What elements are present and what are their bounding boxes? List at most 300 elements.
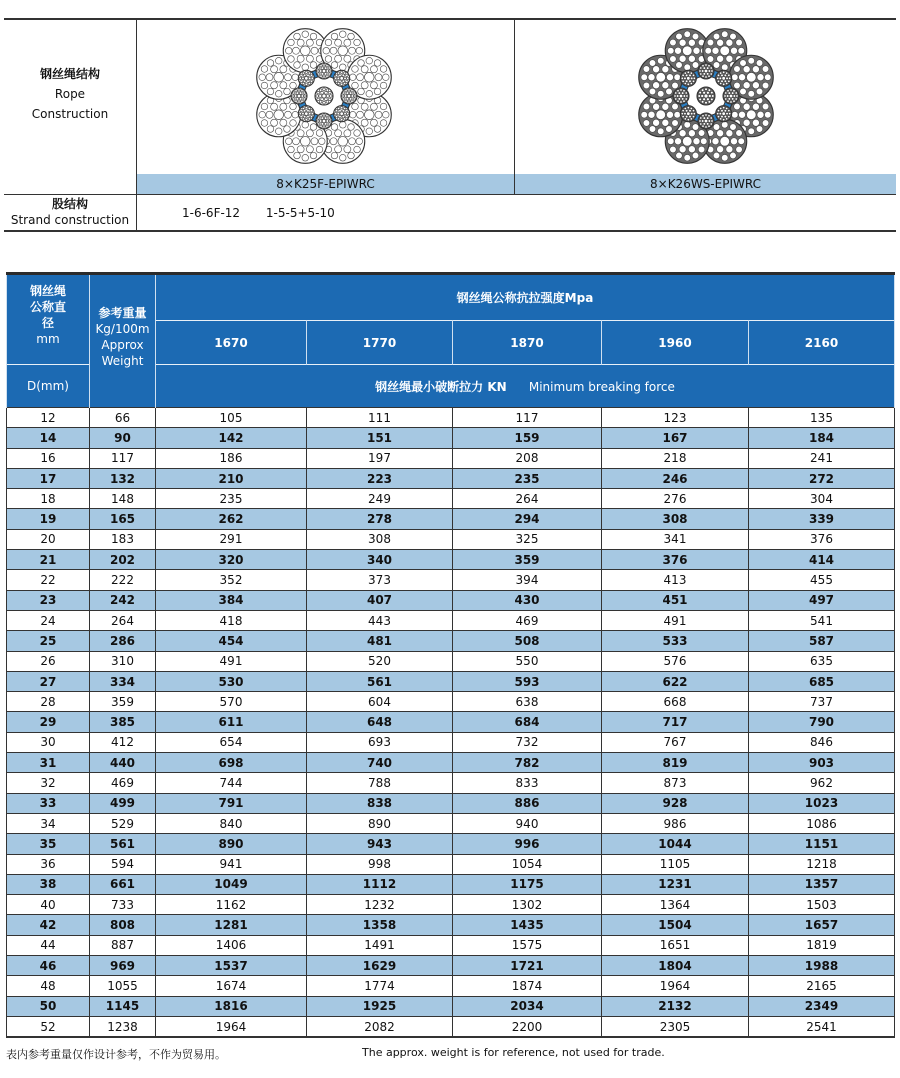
wire bbox=[736, 146, 743, 153]
wire bbox=[349, 111, 356, 118]
wire bbox=[302, 118, 304, 120]
table-row bbox=[7, 529, 895, 549]
wire bbox=[319, 95, 322, 98]
wire bbox=[259, 74, 266, 81]
wire bbox=[335, 146, 342, 153]
wire bbox=[308, 118, 310, 120]
wire bbox=[730, 47, 737, 54]
table-row bbox=[7, 448, 895, 468]
wire bbox=[687, 83, 689, 85]
wire bbox=[348, 152, 355, 159]
wire bbox=[275, 128, 282, 135]
wire bbox=[304, 95, 306, 97]
wire bbox=[288, 39, 295, 46]
wire bbox=[743, 66, 750, 73]
wire bbox=[687, 112, 691, 116]
wire bbox=[294, 95, 297, 98]
cell-breaking-force: 262 bbox=[156, 509, 307, 529]
wire bbox=[339, 154, 346, 161]
cell-breaking-force: 491 bbox=[602, 610, 749, 630]
wire bbox=[683, 100, 685, 102]
cell-diameter: 35 bbox=[7, 834, 90, 854]
table-row bbox=[7, 590, 895, 610]
wire bbox=[326, 65, 328, 67]
wire bbox=[303, 98, 305, 100]
wire bbox=[284, 126, 291, 133]
wire bbox=[328, 117, 330, 119]
wire bbox=[693, 77, 695, 79]
cell-breaking-force: 1162 bbox=[156, 895, 307, 915]
wire bbox=[294, 33, 301, 40]
wire bbox=[302, 82, 304, 84]
cell-breaking-force: 587 bbox=[749, 631, 895, 651]
wire bbox=[727, 100, 729, 102]
wire bbox=[643, 103, 650, 110]
cell-breaking-force: 1819 bbox=[749, 935, 895, 955]
header-d-mm: D(mm) bbox=[7, 365, 90, 408]
cell-breaking-force: 1105 bbox=[602, 854, 749, 874]
wire bbox=[351, 95, 354, 98]
cell-breaking-force: 325 bbox=[453, 529, 602, 549]
wire bbox=[366, 128, 373, 135]
wire bbox=[707, 39, 714, 46]
cell-breaking-force: 903 bbox=[749, 753, 895, 773]
wire bbox=[674, 111, 681, 118]
wire bbox=[320, 125, 322, 127]
wire bbox=[261, 82, 268, 89]
wire bbox=[345, 90, 347, 92]
wire bbox=[692, 74, 694, 76]
wire bbox=[719, 72, 721, 74]
wire bbox=[641, 111, 648, 118]
wire bbox=[361, 66, 368, 73]
wire bbox=[271, 66, 278, 73]
wire bbox=[310, 109, 312, 111]
cell-diameter: 30 bbox=[7, 732, 90, 752]
wire bbox=[708, 75, 710, 77]
wire bbox=[713, 124, 720, 131]
cell-breaking-force: 873 bbox=[602, 773, 749, 793]
wire bbox=[344, 39, 351, 46]
wire bbox=[724, 95, 726, 97]
wire bbox=[700, 138, 707, 145]
wire bbox=[317, 120, 319, 122]
wire bbox=[322, 94, 326, 98]
wire bbox=[317, 70, 319, 72]
wire bbox=[308, 112, 311, 115]
cell-breaking-force: 698 bbox=[156, 753, 307, 773]
table-row bbox=[7, 712, 895, 732]
wire bbox=[370, 82, 377, 89]
wire bbox=[330, 47, 337, 54]
wire bbox=[316, 130, 323, 137]
wire bbox=[682, 46, 692, 56]
wire bbox=[717, 115, 719, 117]
wire bbox=[326, 89, 329, 92]
cell-breaking-force: 497 bbox=[749, 590, 895, 610]
header-weight-zh: 参考重量 bbox=[98, 306, 147, 320]
table-row bbox=[7, 874, 895, 894]
wire bbox=[297, 55, 304, 62]
wire bbox=[329, 120, 331, 122]
wire bbox=[712, 138, 719, 145]
wire bbox=[280, 119, 287, 126]
wire bbox=[730, 89, 732, 91]
wire bbox=[653, 82, 660, 89]
rope-construction-label bbox=[4, 64, 136, 124]
wire bbox=[348, 138, 355, 145]
wire bbox=[677, 100, 679, 102]
wire bbox=[380, 66, 387, 73]
table-row bbox=[7, 956, 895, 976]
header-mbf-zh: 钢丝绳最小破断拉力 KN bbox=[375, 379, 507, 394]
table-row bbox=[7, 1016, 895, 1037]
cell-weight: 334 bbox=[90, 671, 156, 691]
table-row bbox=[7, 671, 895, 691]
wire bbox=[743, 119, 750, 126]
cell-breaking-force: 218 bbox=[602, 448, 749, 468]
wire bbox=[711, 70, 713, 72]
wire bbox=[674, 74, 681, 81]
wire bbox=[352, 66, 359, 73]
cell-breaking-force: 186 bbox=[156, 448, 307, 468]
cell-breaking-force: 394 bbox=[453, 570, 602, 590]
wire bbox=[302, 112, 305, 115]
wire bbox=[679, 146, 686, 153]
cell-breaking-force: 1504 bbox=[602, 915, 749, 935]
cell-diameter: 18 bbox=[7, 489, 90, 509]
wire bbox=[318, 123, 320, 125]
wire bbox=[752, 119, 759, 126]
cell-diameter: 19 bbox=[7, 509, 90, 529]
wire bbox=[353, 92, 355, 94]
cell-weight: 310 bbox=[90, 651, 156, 671]
wire bbox=[310, 80, 312, 82]
wire bbox=[666, 74, 673, 81]
cell-breaking-force: 294 bbox=[453, 509, 602, 529]
wire bbox=[317, 98, 320, 101]
wire bbox=[302, 77, 305, 80]
cell-breaking-force: 744 bbox=[156, 773, 307, 793]
wire bbox=[338, 136, 348, 146]
wire bbox=[641, 74, 648, 81]
wire bbox=[757, 74, 764, 81]
cell-diameter: 26 bbox=[7, 651, 90, 671]
rope-caption-1: 8×K25F-EPIWRC bbox=[137, 174, 514, 194]
wire bbox=[690, 107, 692, 109]
wire bbox=[308, 77, 311, 80]
cell-weight: 969 bbox=[90, 956, 156, 976]
table-row bbox=[7, 935, 895, 955]
wire bbox=[323, 88, 326, 91]
wire bbox=[340, 112, 344, 116]
wire bbox=[354, 146, 361, 153]
wire bbox=[357, 74, 364, 81]
wire bbox=[680, 101, 682, 103]
wire bbox=[728, 115, 730, 117]
wire bbox=[662, 103, 669, 110]
wire bbox=[318, 73, 320, 75]
wire bbox=[684, 64, 691, 71]
cell-breaking-force: 208 bbox=[453, 448, 602, 468]
wire bbox=[284, 111, 291, 118]
wire bbox=[331, 124, 338, 131]
wire bbox=[343, 98, 345, 100]
cell-breaking-force: 611 bbox=[156, 712, 307, 732]
wire bbox=[684, 72, 686, 74]
cell-breaking-force: 210 bbox=[156, 468, 307, 488]
wire bbox=[343, 82, 345, 84]
table-row bbox=[7, 651, 895, 671]
wire bbox=[322, 119, 326, 123]
cell-weight: 1145 bbox=[90, 996, 156, 1016]
cell-breaking-force: 340 bbox=[307, 550, 453, 570]
wire bbox=[730, 101, 732, 103]
breaking-force-table bbox=[6, 272, 895, 1038]
wire bbox=[700, 67, 702, 69]
cell-breaking-force: 339 bbox=[749, 509, 895, 529]
wire bbox=[274, 72, 284, 82]
wire bbox=[329, 70, 331, 72]
cell-breaking-force: 1988 bbox=[749, 956, 895, 976]
wire bbox=[339, 121, 346, 128]
cell-breaking-force: 1112 bbox=[307, 874, 453, 894]
wire bbox=[302, 64, 309, 71]
wire bbox=[305, 118, 307, 120]
wire bbox=[337, 72, 339, 74]
wire bbox=[687, 106, 689, 108]
wire bbox=[294, 62, 301, 69]
wire bbox=[681, 77, 683, 79]
wire bbox=[748, 57, 755, 64]
wire bbox=[340, 83, 342, 85]
cell-breaking-force: 443 bbox=[307, 610, 453, 630]
header-diameter bbox=[7, 274, 90, 365]
wire bbox=[726, 39, 733, 46]
cell-diameter: 20 bbox=[7, 529, 90, 549]
wire bbox=[300, 74, 302, 76]
wire bbox=[306, 130, 313, 137]
cell-diameter: 23 bbox=[7, 590, 90, 610]
cell-breaking-force: 2305 bbox=[602, 1016, 749, 1037]
wire bbox=[708, 65, 710, 67]
cell-diameter: 36 bbox=[7, 854, 90, 874]
wire bbox=[757, 111, 764, 118]
wire bbox=[311, 112, 313, 114]
cell-breaking-force: 1721 bbox=[453, 956, 602, 976]
wire bbox=[717, 109, 719, 111]
wire bbox=[756, 60, 763, 67]
cell-weight: 499 bbox=[90, 793, 156, 813]
cell-breaking-force: 142 bbox=[156, 428, 307, 448]
wire bbox=[344, 55, 351, 62]
wire bbox=[301, 95, 304, 98]
wire bbox=[319, 120, 322, 123]
wire bbox=[752, 82, 759, 89]
wire bbox=[657, 128, 664, 135]
wire bbox=[294, 152, 301, 159]
wire bbox=[756, 126, 763, 133]
wire bbox=[343, 92, 345, 94]
wire bbox=[721, 31, 728, 38]
cell-weight: 661 bbox=[90, 874, 156, 894]
wire bbox=[340, 106, 342, 108]
wire bbox=[370, 119, 377, 126]
wire bbox=[738, 47, 745, 54]
wire bbox=[692, 109, 694, 111]
header-min-breaking-force bbox=[156, 365, 895, 408]
wire bbox=[690, 77, 693, 80]
wire bbox=[717, 80, 719, 82]
wire bbox=[329, 95, 332, 98]
wire bbox=[725, 92, 727, 94]
wire bbox=[710, 117, 712, 119]
wire bbox=[302, 121, 309, 128]
cell-breaking-force: 1774 bbox=[307, 976, 453, 996]
cell-breaking-force: 604 bbox=[307, 692, 453, 712]
wire bbox=[298, 89, 300, 91]
cell-breaking-force: 151 bbox=[307, 428, 453, 448]
wire bbox=[322, 69, 326, 73]
wire bbox=[285, 138, 292, 145]
wire bbox=[311, 77, 313, 79]
cell-breaking-force: 1674 bbox=[156, 976, 307, 996]
wire bbox=[259, 111, 266, 118]
construction-section bbox=[4, 18, 896, 232]
wire bbox=[261, 66, 268, 73]
wire bbox=[676, 62, 683, 69]
wire bbox=[290, 120, 297, 127]
wire bbox=[348, 124, 355, 131]
wire bbox=[310, 115, 312, 117]
wire bbox=[293, 98, 295, 100]
wire bbox=[347, 94, 351, 98]
wire bbox=[705, 101, 708, 104]
cell-breaking-force: 264 bbox=[453, 489, 602, 509]
wire bbox=[705, 88, 708, 91]
cell-breaking-force: 1281 bbox=[156, 915, 307, 935]
wire bbox=[721, 121, 728, 128]
cell-breaking-force: 1049 bbox=[156, 874, 307, 894]
wire bbox=[306, 39, 313, 46]
cell-breaking-force: 376 bbox=[749, 529, 895, 549]
cell-breaking-force: 352 bbox=[156, 570, 307, 590]
wire bbox=[310, 74, 312, 76]
cell-breaking-force: 455 bbox=[749, 570, 895, 590]
wire bbox=[690, 118, 692, 120]
wire bbox=[722, 71, 724, 73]
wire bbox=[331, 33, 338, 40]
wire bbox=[726, 55, 733, 62]
wire bbox=[318, 67, 320, 69]
cell-weight: 529 bbox=[90, 813, 156, 833]
wire bbox=[271, 82, 278, 89]
wire bbox=[700, 123, 702, 125]
wire bbox=[679, 94, 683, 98]
wire bbox=[301, 90, 303, 92]
wire bbox=[727, 90, 729, 92]
wire bbox=[690, 72, 692, 74]
wire bbox=[692, 62, 699, 69]
wire bbox=[743, 103, 750, 110]
wire bbox=[374, 60, 381, 67]
wire bbox=[335, 130, 342, 137]
wire bbox=[748, 128, 755, 135]
wire bbox=[292, 95, 294, 97]
cell-breaking-force: 481 bbox=[307, 631, 453, 651]
cell-weight: 561 bbox=[90, 834, 156, 854]
wire bbox=[736, 95, 738, 97]
cell-weight: 264 bbox=[90, 610, 156, 630]
wire bbox=[736, 130, 743, 137]
wire bbox=[331, 62, 338, 69]
cell-breaking-force: 508 bbox=[453, 631, 602, 651]
cell-breaking-force: 1364 bbox=[602, 895, 749, 915]
wire bbox=[284, 74, 291, 81]
wire bbox=[306, 55, 313, 62]
wire bbox=[298, 101, 300, 103]
wire bbox=[688, 39, 695, 46]
wire bbox=[683, 95, 686, 98]
wire bbox=[345, 100, 347, 102]
cell-breaking-force: 241 bbox=[749, 448, 895, 468]
wire bbox=[722, 77, 726, 81]
wire bbox=[735, 98, 737, 100]
cell-breaking-force: 454 bbox=[156, 631, 307, 651]
wire bbox=[266, 111, 273, 118]
wire bbox=[717, 130, 724, 137]
wire bbox=[352, 82, 359, 89]
wire bbox=[653, 119, 660, 126]
table-row bbox=[7, 509, 895, 529]
wire bbox=[643, 82, 650, 89]
wire bbox=[701, 100, 704, 103]
header-diameter-unit: mm bbox=[36, 332, 60, 346]
wire bbox=[293, 92, 295, 94]
cell-breaking-force: 996 bbox=[453, 834, 602, 854]
wire bbox=[721, 64, 728, 71]
table-row bbox=[7, 753, 895, 773]
wire bbox=[295, 100, 297, 102]
cell-breaking-force: 846 bbox=[749, 732, 895, 752]
wire bbox=[717, 55, 724, 62]
header-weight-en-1: Approx bbox=[101, 338, 144, 352]
wire bbox=[740, 60, 747, 67]
wire bbox=[300, 80, 302, 82]
wire bbox=[358, 88, 365, 95]
cell-breaking-force: 530 bbox=[156, 671, 307, 691]
table-row bbox=[7, 570, 895, 590]
wire bbox=[666, 88, 673, 95]
wire bbox=[733, 95, 736, 98]
cell-breaking-force: 767 bbox=[602, 732, 749, 752]
wire bbox=[702, 115, 704, 117]
wire bbox=[682, 115, 684, 117]
wire bbox=[702, 65, 704, 67]
cell-breaking-force: 304 bbox=[749, 489, 895, 509]
wire bbox=[302, 154, 309, 161]
wire bbox=[292, 74, 299, 81]
cell-breaking-force: 928 bbox=[602, 793, 749, 813]
cell-diameter: 31 bbox=[7, 753, 90, 773]
wire bbox=[354, 130, 361, 137]
wire bbox=[348, 47, 355, 54]
cell-breaking-force: 1657 bbox=[749, 915, 895, 935]
cell-weight: 385 bbox=[90, 712, 156, 732]
cell-breaking-force: 890 bbox=[156, 834, 307, 854]
wire bbox=[704, 119, 708, 123]
cell-breaking-force: 541 bbox=[749, 610, 895, 630]
